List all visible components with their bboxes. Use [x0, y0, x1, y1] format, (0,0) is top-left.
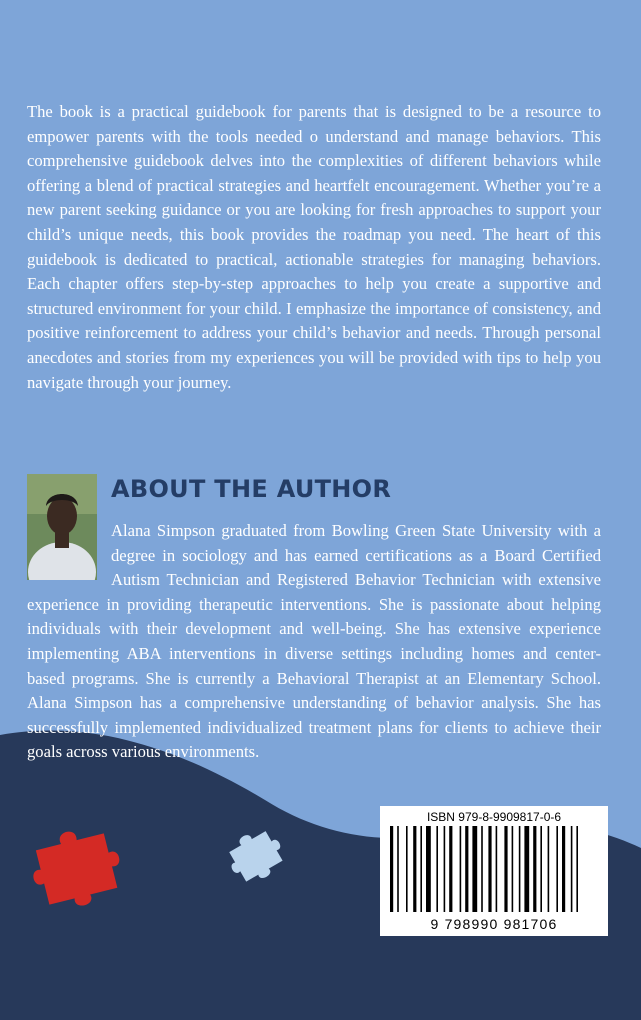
barcode-digits: 9 798990 981706 — [430, 916, 558, 932]
about-author-heading: ABOUT THE AUTHOR — [111, 475, 392, 503]
book-description: The book is a practical guidebook for parents that is designed to be a resource to empower parents with the tools needed o understand and manage behaviors. This comprehensive guidebook delves into the complexities of different behaviors while offering a blend of practical strategies and heartfelt encouragement. Whether you’re a new parent seeking guidance or you are looking for fresh approaches to support your child’s unique needs, this book provides the roadmap you need. The heart of this guidebook is dedicated to practical, actionable strategies for managing behaviors. Each chapter offers step-by-step approaches to help you create a supportive and structured environment for your child. I emphasize the importance of consistency, and positive reinforcement to address your child’s behavior and needs. Through personal anecdotes and stories from my experiences you will be provided with tips to help you navigate through your journey. — [27, 102, 601, 392]
isbn-label: ISBN 979-8-9909817-0-6 — [426, 810, 562, 824]
isbn-barcode — [380, 806, 608, 936]
light-blue-puzzle-piece-icon — [218, 818, 298, 890]
author-bio: Alana Simpson graduated from Bowling Green State University with a degree in sociology and has earned certifications as a Board Certified Autism Technician and Registered Behavior Technician with extensive experience in providing therapeutic interventions. She is passionate about helping individuals with their development and well-being. She has extensive experience implementing ABA interventions in diverse settings including homes and center-based programs. She is currently a Behavioral Therapist at an Elementary School. Alana Simpson has a comprehensive understanding of behavior analysis. She has successfully implemented individualized treatment plans for clients to achieve their goals across various environments. — [27, 521, 601, 762]
barcode-bars — [388, 826, 600, 914]
red-puzzle-piece-icon — [22, 812, 138, 912]
